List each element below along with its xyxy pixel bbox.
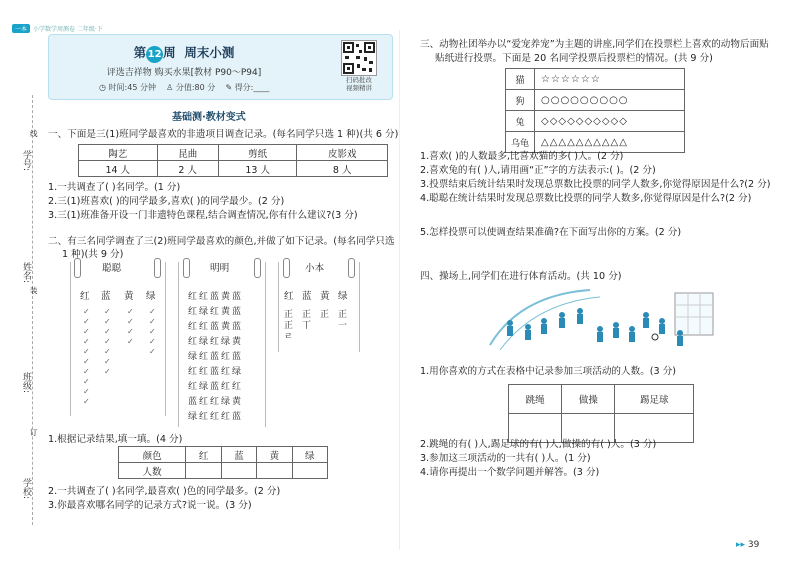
margin-mark-ding: 订 <box>30 428 38 437</box>
paper-clip-icon <box>183 258 190 278</box>
page-fold <box>399 30 400 550</box>
q2-stem: 二、有三名同学调查了三(2)班同学最喜欢的颜色,并做了如下记录。(每名同学只选 <box>48 236 395 247</box>
week-suffix: 周 <box>163 45 176 60</box>
paper-clip-icon <box>74 258 81 278</box>
q2-header: 绿 <box>292 447 327 463</box>
q1-value: 14 人 <box>79 161 158 177</box>
vote-stickers: ◇◇◇◇◇◇◇◇◇◇ <box>535 111 685 132</box>
q2-table <box>118 446 328 479</box>
q4-sub2: 2.跳绳的有( )人,踢足球的有( )人,做操的有( )人。(3 分) <box>420 439 657 450</box>
person-icon: ♙ <box>166 83 174 92</box>
week-number-badge: 12 <box>146 46 163 63</box>
paper-clip-icon <box>154 258 161 278</box>
q1-table <box>78 144 388 177</box>
q2-header: 颜色 <box>119 447 186 463</box>
q1-sub2: 2.三(1)班喜欢( )的同学最多,喜欢( )的同学最少。(2 分) <box>48 196 285 207</box>
q4-sub3: 3.参加这三项活动的一共有( )人。(1 分) <box>420 453 591 464</box>
q1-header: 皮影戏 <box>297 145 388 161</box>
q1-header: 昆曲 <box>157 145 218 161</box>
animal-label: 乌龟 <box>506 132 535 153</box>
qr-caption: 扫码批改 视频精讲 <box>346 76 372 92</box>
q3-sub4: 4.聪聪在统计结果时发现总票数比投票的同学人数多,你觉得原因是什么?(2 分) <box>420 193 752 204</box>
vote-stickers: ○○○○○○○○○ <box>535 90 685 111</box>
q2-header: 蓝 <box>221 447 256 463</box>
margin-mark-line: 线 <box>30 129 38 138</box>
quiz-title-text: 周末小测 <box>184 45 235 60</box>
section-label: 基础测·教材变式 <box>172 112 246 123</box>
answer-cell[interactable] <box>186 463 221 479</box>
quiz-header <box>48 34 393 100</box>
arrow-icon: ▸▸ <box>736 540 746 550</box>
recorder-name: 明明 <box>210 263 230 274</box>
animal-label: 猫 <box>506 69 535 90</box>
q2-sub2: 2.一共调查了( )名同学,最喜欢( )色的同学最多。(2 分) <box>48 486 281 497</box>
q3-stem-cont: 贴纸进行投票。下面是 20 名同学投票后投票栏的情况。(共 9 分) <box>435 53 713 64</box>
q2-header: 黄 <box>257 447 292 463</box>
margin-mark-zhuang: 装 <box>30 286 38 295</box>
zheng-tally: 正 丅 <box>302 310 312 331</box>
recorder-name: 小本 <box>305 263 325 274</box>
top-brand-bar <box>12 18 312 33</box>
q1-value: 8 人 <box>297 161 388 177</box>
paper-clip-icon <box>254 258 261 278</box>
q1-sub3: 3.三(1)班准备开设一门非遗特色课程,结合调查情况,你有什么建议?(3 分) <box>48 210 358 221</box>
q1-header: 陶艺 <box>79 145 158 161</box>
q4-header: 跳绳 <box>509 385 562 414</box>
q4-sub4: 4.请你再提出一个数学问题并解答。(3 分) <box>420 467 600 478</box>
q4-sub1: 1.用你喜欢的方式在表格中记录参加三项活动的人数。(3 分) <box>420 366 677 377</box>
playground-illustration <box>480 285 718 355</box>
pencil-icon: ✎ <box>225 83 233 92</box>
color-col-label: 黄 <box>320 291 330 302</box>
q1-stem: 一、下面是三(1)班同学最喜欢的非遗项目调查记录。(每名同学只选 1 种)(共 6 分) <box>48 129 399 140</box>
q4-table <box>508 384 694 443</box>
q3-stem: 三、动物社团举办以“爱宠养宠”为主题的讲座,同学们在投票栏上喜欢的动物后面贴 <box>420 39 769 50</box>
margin-name-label: 姓名: <box>21 262 31 284</box>
animal-label: 狗 <box>506 90 535 111</box>
color-col-label: 黄 <box>124 291 134 302</box>
qr-code-icon[interactable] <box>341 40 377 76</box>
color-col-label: 红 <box>80 291 90 302</box>
q3-sub2: 2.喜欢兔的有( )人,请用画“正”字的方法表示:( )。(2 分) <box>420 165 656 176</box>
answer-cell[interactable] <box>221 463 256 479</box>
color-col-label: 蓝 <box>302 291 312 302</box>
mingming-records: 红红蓝黄蓝 红绿红黄蓝 红红蓝黄蓝 红绿红绿黄 绿红蓝红蓝 红红蓝红绿 红绿蓝红红 蓝红红绿黄 绿红红红蓝 <box>188 292 244 422</box>
grade-field: 得分:____ <box>234 83 270 92</box>
check-tally: ✓ ✓ ✓ ✓ <box>127 307 134 346</box>
q1-header: 剪纸 <box>218 145 297 161</box>
time-limit: 时间:45 分钟 <box>108 83 156 92</box>
brand-text: 小学数学周测卷 二年级·下 <box>33 26 103 33</box>
q4-stem: 四、操场上,同学们在进行体育活动。(共 10 分) <box>420 271 622 282</box>
q4-header: 做操 <box>562 385 615 414</box>
margin-id-label: 学号: <box>21 150 31 172</box>
q3-sub5: 5.怎样投票可以使调查结果准确?在下面写出你的方案。(2 分) <box>420 227 682 238</box>
margin-school-label: 学校: <box>21 478 31 500</box>
q4-header: 踢足球 <box>615 385 694 414</box>
color-col-label: 绿 <box>146 291 156 302</box>
quiz-title <box>49 43 319 63</box>
q1-value: 2 人 <box>157 161 218 177</box>
vote-stickers: ☆☆☆☆☆☆ <box>535 69 685 90</box>
clock-icon: ◷ <box>99 83 106 92</box>
zheng-tally: 正 一 <box>338 310 348 331</box>
zheng-tally: 正 <box>320 310 330 320</box>
page-number: ▸▸ 39 <box>736 540 760 550</box>
check-tally: ✓ ✓ ✓ ✓ ✓ <box>149 307 156 356</box>
q2-row-label: 人数 <box>119 463 186 479</box>
week-prefix: 第 <box>133 45 147 60</box>
zheng-tally: 正 正 ㄹ <box>284 310 294 342</box>
quiz-meta <box>99 82 269 93</box>
color-col-label: 红 <box>284 291 294 302</box>
q3-sub1: 1.喜欢( )的人数最多,比喜欢猫的多( )人。(2 分) <box>420 151 624 162</box>
q1-sub1: 1.一共调查了( )名同学。(1 分) <box>48 182 181 193</box>
color-col-label: 绿 <box>338 291 348 302</box>
check-tally: ✓ ✓ ✓ ✓ ✓ ✓ ✓ ✓ ✓ ✓ <box>83 307 90 406</box>
paper-clip-icon <box>283 258 290 278</box>
total-score: 分值:80 分 <box>175 83 216 92</box>
vote-board <box>505 68 685 153</box>
q2-header: 红 <box>186 447 221 463</box>
q1-value: 13 人 <box>218 161 297 177</box>
check-tally: ✓ ✓ ✓ ✓ ✓ ✓ ✓ <box>104 307 111 376</box>
quiz-subtitle: 评选吉祥物 购买水果[教材 P90～P94] <box>106 68 262 78</box>
margin-class-label: 班级: <box>21 372 31 394</box>
vote-stickers: △△△△△△△△△△ <box>535 132 685 153</box>
color-col-label: 蓝 <box>101 291 111 302</box>
q2-stem-cont: 1 种)(共 9 分) <box>62 249 124 260</box>
paper-clip-icon <box>348 258 355 278</box>
q2-sub3: 3.你最喜欢哪名同学的记录方式?说一说。(3 分) <box>48 500 252 511</box>
q2-sub1: 1.根据记录结果,填一填。(4 分) <box>48 434 183 445</box>
answer-cell[interactable] <box>257 463 292 479</box>
recorder-name: 聪聪 <box>102 263 122 274</box>
q3-sub3: 3.投票结束后统计结果时发现总票数比投票的同学人数多,你觉得原因是什么?(2 分) <box>420 179 771 190</box>
animal-label: 兔 <box>506 111 535 132</box>
brand-logo: 一本 <box>12 24 30 33</box>
answer-cell[interactable] <box>292 463 327 479</box>
